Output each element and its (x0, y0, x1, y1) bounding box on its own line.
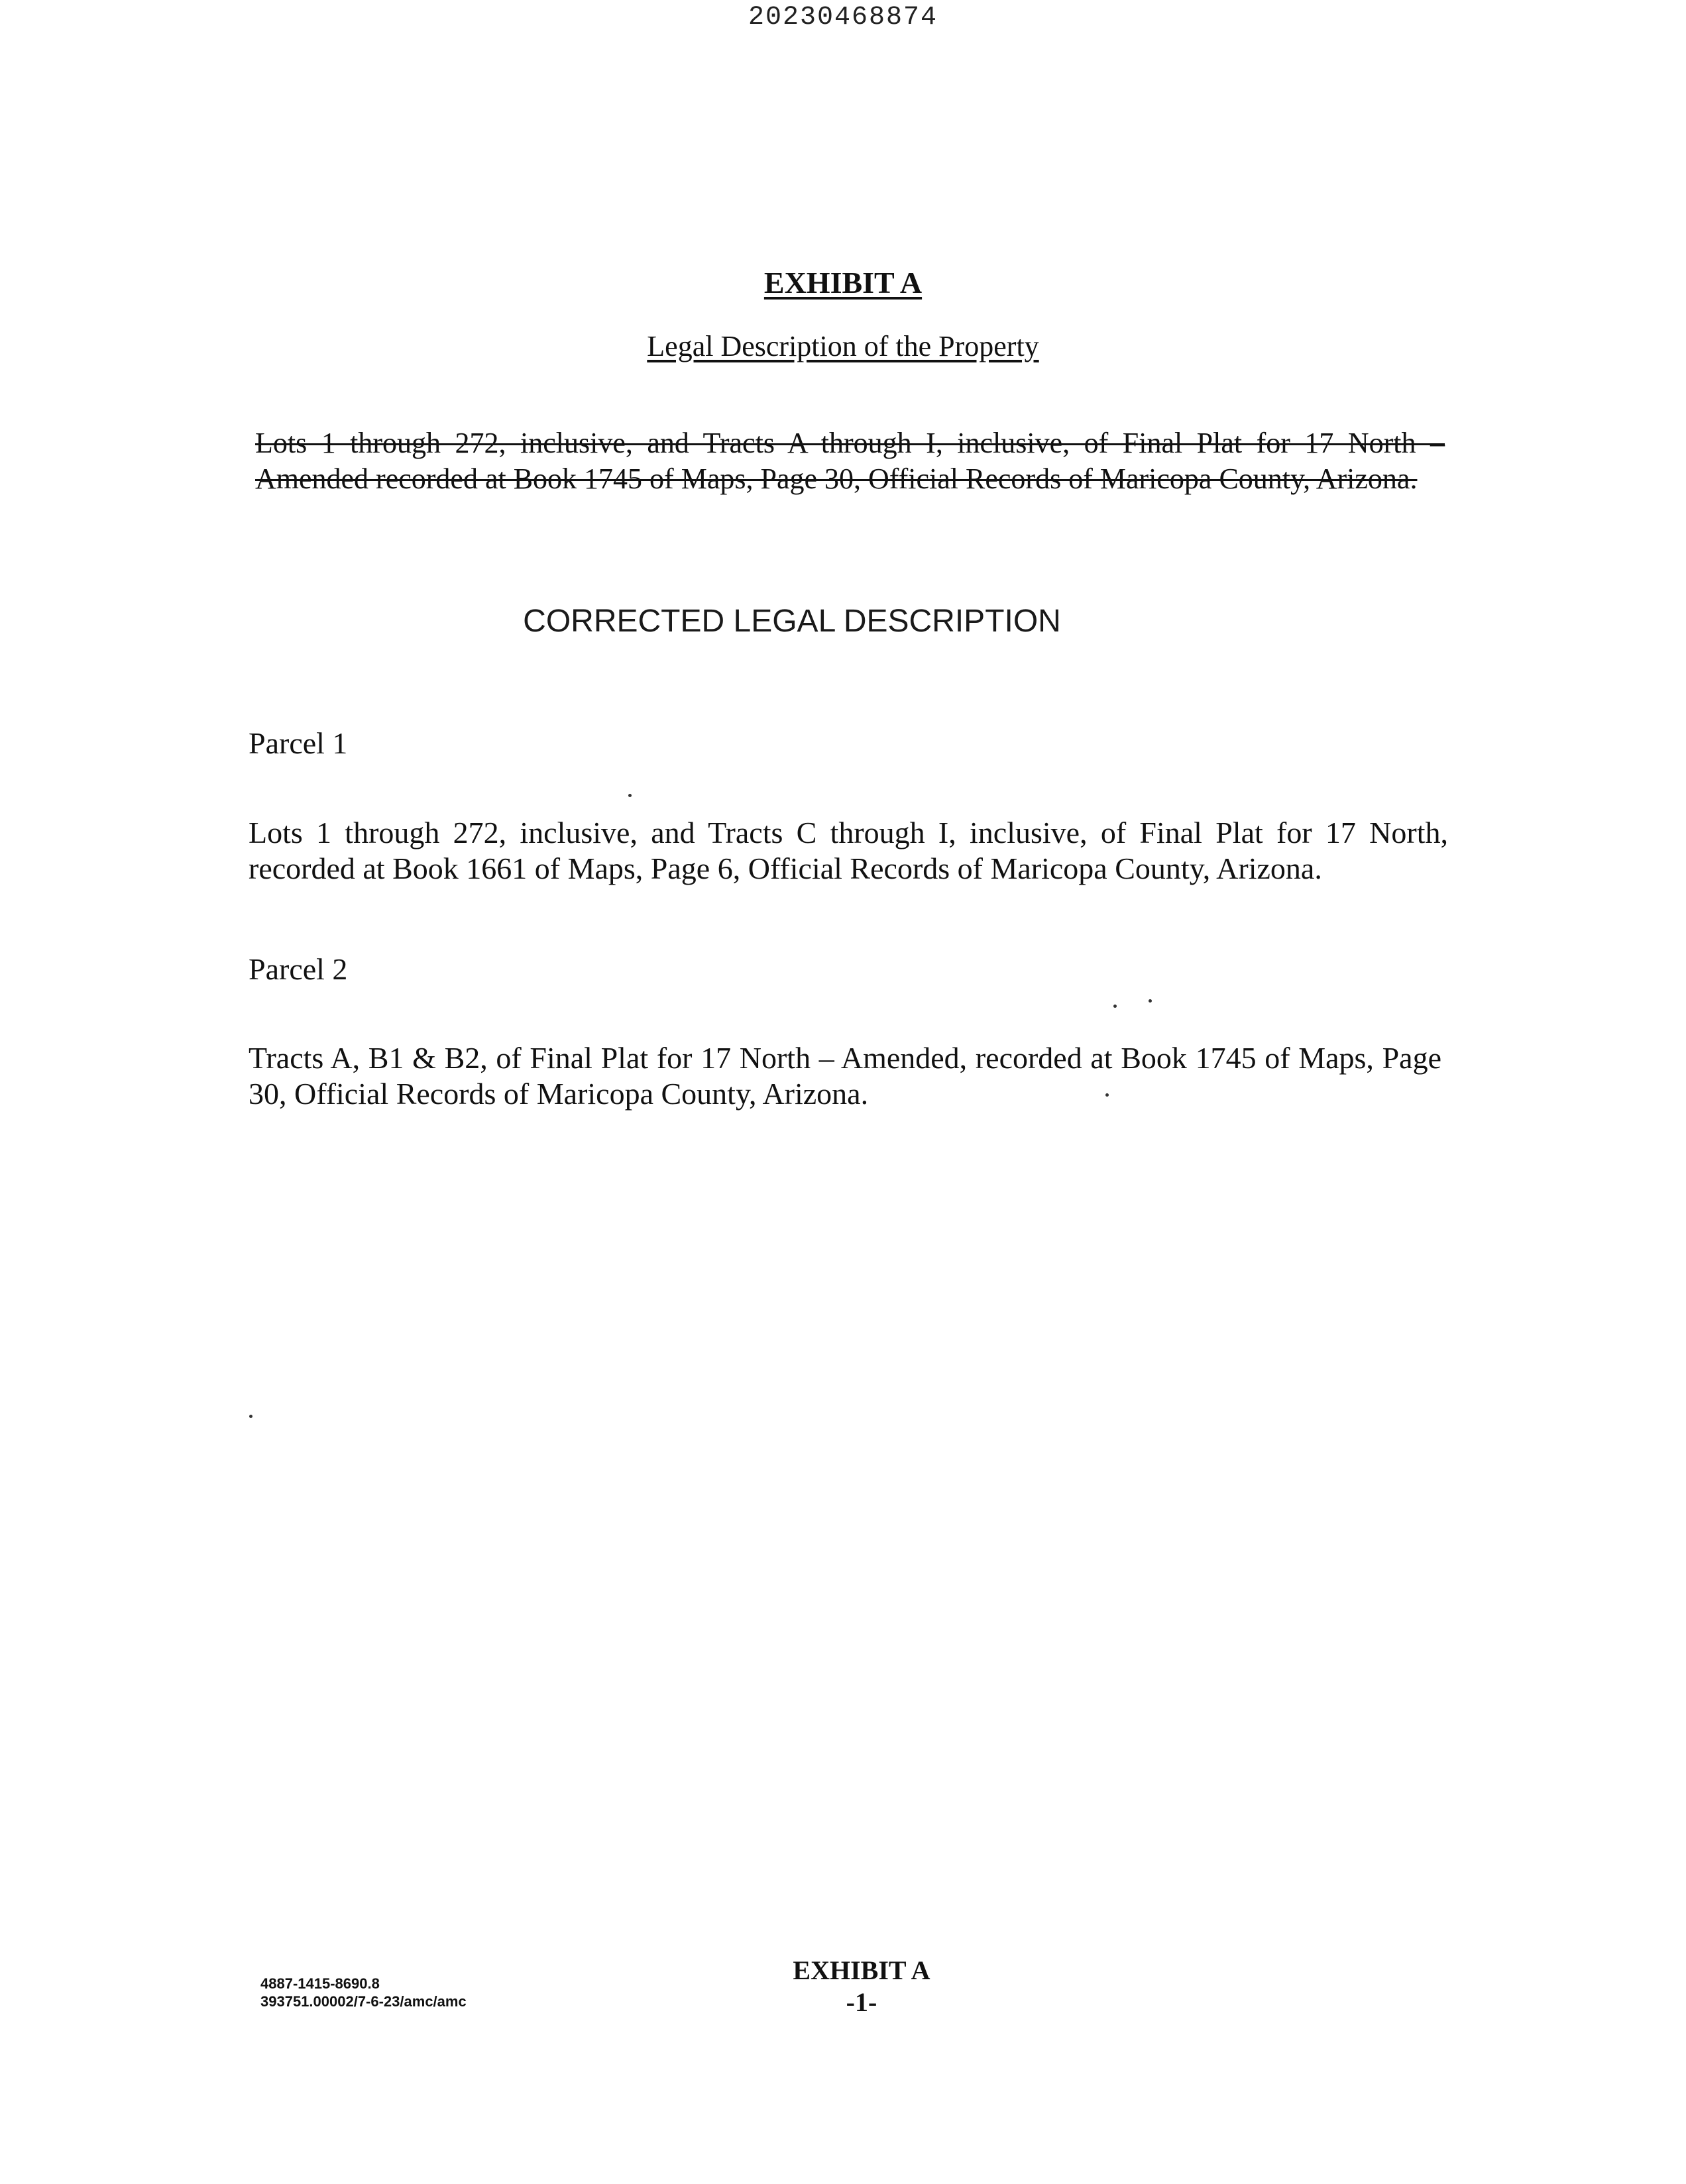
recording-number: 20230468874 (748, 3, 938, 32)
footer-doc-ref-line-2: 393751.00002/7-6-23/amc/amc (260, 1993, 467, 2010)
parcel-1-label: Parcel 1 (249, 726, 348, 760)
scan-speck (1149, 999, 1152, 1003)
scan-speck (628, 794, 632, 797)
footer-doc-ref-line-1: 4887-1415-8690.8 (260, 1975, 380, 1992)
scan-speck (1105, 1093, 1109, 1097)
footer-exhibit-label: EXHIBIT A (793, 1955, 930, 1985)
scan-speck (249, 1415, 253, 1418)
footer-page-number: -1- (846, 1987, 877, 2017)
parcel-2-description: Tracts A, B1 & B2, of Final Plat for 17 North – Amended, recorded at Book 1745 of Maps, Page 30, Official Records of Maricopa County, Arizona. (249, 1041, 1441, 1111)
exhibit-subtitle: Legal Description of the Property (647, 330, 1039, 362)
footer-document-reference (260, 1975, 467, 2010)
scan-speck (1113, 1005, 1117, 1008)
footer-exhibit-block (729, 1955, 994, 2018)
parcel-1-description: Lots 1 through 272, inclusive, and Tracts C through I, inclusive, of Final Plat for 17 North, recorded at Book 1661 of Maps, Page 6, Official Records of Maricopa County, Arizona. (249, 816, 1448, 885)
struck-legal-description: Lots 1 through 272, inclusive, and Tracts A through I, inclusive, of Final Plat for 17 North – Amended recorded at Book 1745 of Maps, Page 30, Official Records of Maricopa County, Arizona. (255, 427, 1445, 495)
corrected-legal-description-heading: CORRECTED LEGAL DESCRIPTION (523, 604, 1061, 639)
exhibit-title: EXHIBIT A (763, 266, 923, 300)
parcel-2-label: Parcel 2 (249, 952, 348, 986)
